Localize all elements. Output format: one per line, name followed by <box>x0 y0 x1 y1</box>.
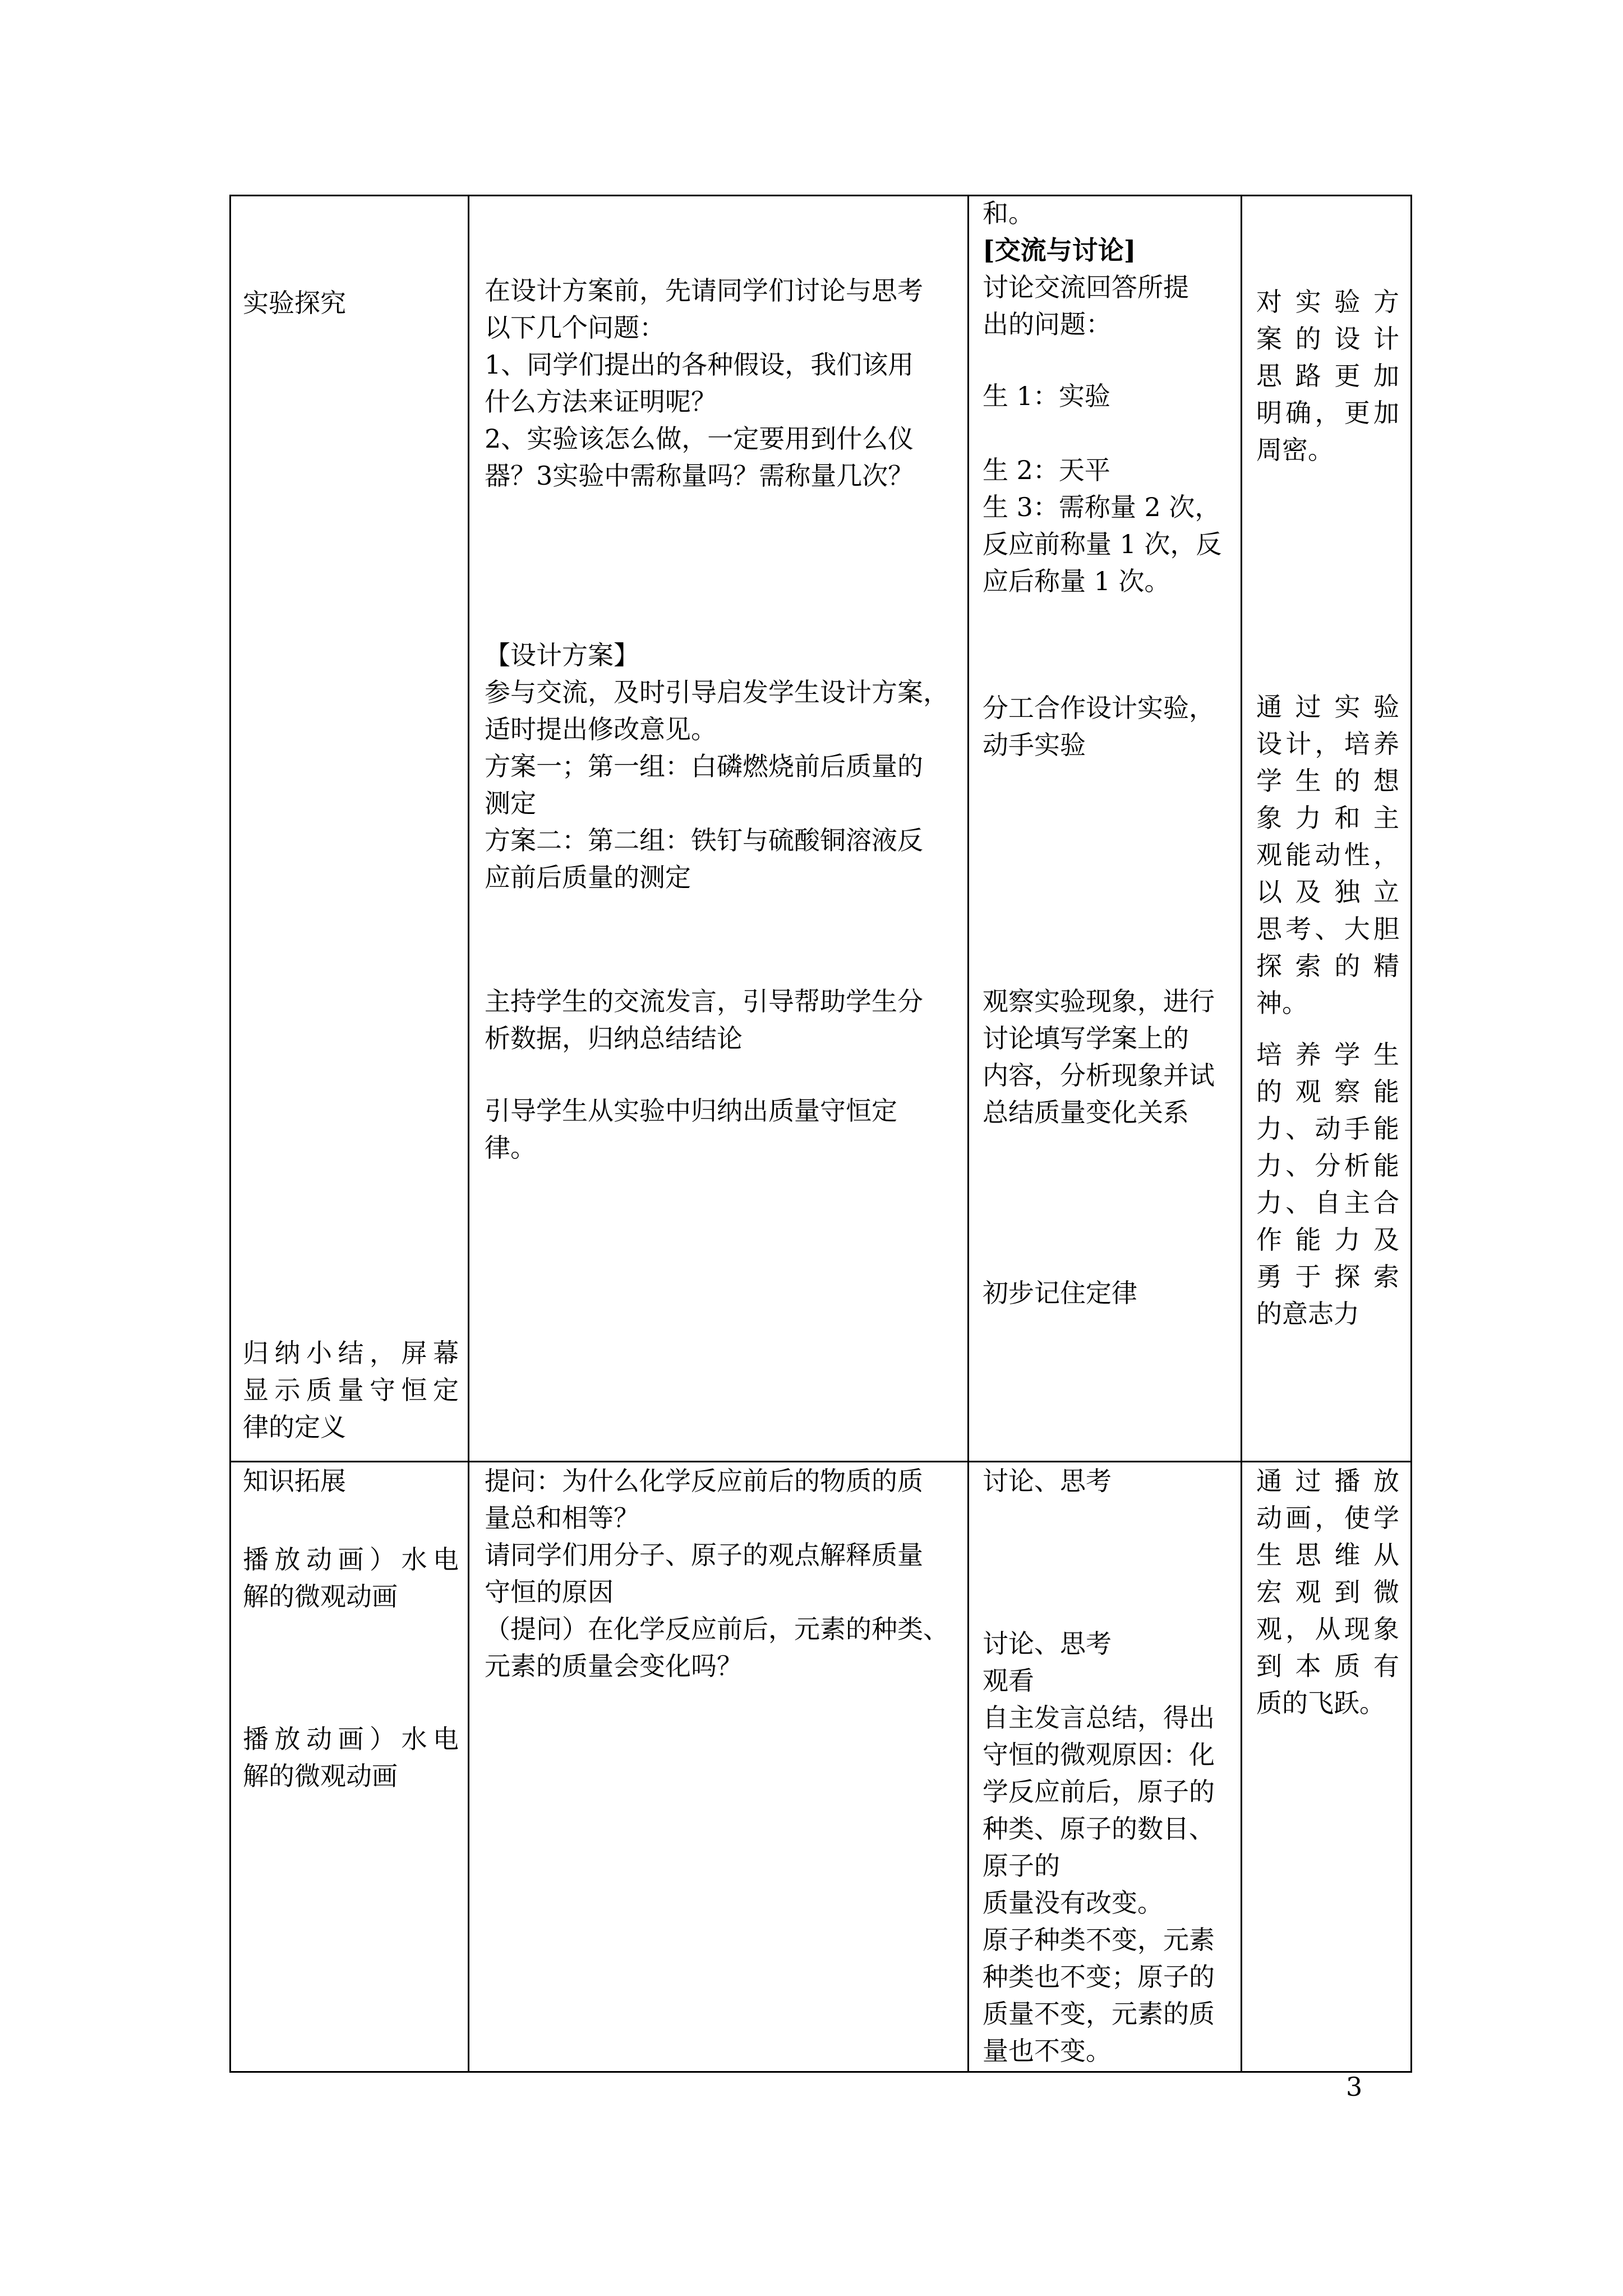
student-text-line: 观看 <box>983 1665 1034 1696</box>
design-intent-line: 力、动手能 <box>1256 1114 1399 1144</box>
design-intent-line: 学生的想 <box>1256 766 1399 796</box>
student-answer: 生 3：需称量 2 次， <box>983 492 1221 522</box>
summary-line: 律的定义 <box>243 1412 346 1442</box>
teacher-text-line: 什么方法来证明呢？ <box>485 386 717 417</box>
student-text-line: 学反应前后，原子的 <box>983 1777 1215 1807</box>
row2-col2 <box>485 1462 953 2071</box>
student-text-line: 原子种类不变，元素 <box>983 1925 1215 1955</box>
student-text-line: 守恒的微观原因：化 <box>983 1740 1215 1770</box>
student-text-line: 自主发言总结，得出 <box>983 1703 1215 1733</box>
table-border-left <box>229 195 231 2073</box>
teacher-text-line: 器？3实验中需称量吗？需称量几次？ <box>485 461 914 491</box>
design-intent-line: 宏观到微 <box>1256 1577 1399 1607</box>
design-intent-line: 通过实验 <box>1256 692 1399 722</box>
row1-col3 <box>983 195 1232 1461</box>
teacher-text-line: 测定 <box>485 788 536 818</box>
student-text-line: 动手实验 <box>983 730 1086 760</box>
design-intent-line: 力、自主合 <box>1256 1188 1399 1218</box>
student-text-line: 出的问题： <box>983 309 1112 339</box>
teacher-text-line: 律。 <box>485 1133 536 1163</box>
design-intent-line: 观能动性， <box>1256 840 1399 870</box>
teacher-text-line: 请同学们用分子、原子的观点解释质量 <box>485 1540 923 1570</box>
student-answer: 反应前称量 1 次，反 <box>983 529 1222 559</box>
design-intent-line: 思路更加 <box>1256 361 1399 391</box>
design-intent-line: 勇于探索 <box>1256 1262 1399 1292</box>
design-intent-line: 神。 <box>1256 988 1308 1018</box>
stage-title: 实验探究 <box>243 288 346 318</box>
row1-col4 <box>1256 195 1399 1461</box>
row2-col3 <box>983 1462 1232 2071</box>
design-intent-line: 作能力及 <box>1256 1225 1399 1255</box>
table-divider-2 <box>967 195 969 2073</box>
teacher-text-line: 量总和相等？ <box>485 1503 639 1533</box>
design-intent-line: 质的飞跃。 <box>1256 1688 1385 1718</box>
design-plan-heading: 【设计方案】 <box>485 640 639 670</box>
teacher-text-line: 适时提出修改意见。 <box>485 714 717 744</box>
student-text-line: 讨论填写学案上的 <box>983 1023 1189 1053</box>
design-intent-line: 设计，培养 <box>1256 729 1399 759</box>
student-text-line: 初步记住定律 <box>983 1278 1137 1308</box>
design-intent-line: 对实验方 <box>1256 287 1399 317</box>
design-intent-line: 到本质有 <box>1256 1651 1399 1681</box>
student-text-line: 质量不变，元素的质 <box>983 1999 1215 2029</box>
table-border-right <box>1410 195 1412 2073</box>
animation-note-line: 解的微观动画 <box>243 1761 398 1791</box>
teacher-text-line: 析数据，归纳总结结论 <box>485 1023 743 1053</box>
teacher-text-line: 应前后质量的测定 <box>485 862 691 892</box>
teacher-text-line: 参与交流，及时引导启发学生设计方案， <box>485 677 949 707</box>
summary-line: 归纳小结，屏幕 <box>243 1338 459 1368</box>
student-text-line: 讨论、思考 <box>983 1628 1112 1659</box>
teacher-text-line: 以下几个问题： <box>485 312 665 343</box>
row2-col4 <box>1256 1462 1399 2071</box>
student-text-line: 讨论、思考 <box>983 1466 1112 1496</box>
design-intent-line: 通过播放 <box>1256 1466 1399 1496</box>
student-text-line: 量也不变。 <box>983 2036 1112 2066</box>
student-answer: 生 1：实验 <box>983 381 1110 411</box>
animation-note-line: 播放动画）水电 <box>243 1724 459 1754</box>
table-divider-1 <box>468 195 469 2073</box>
design-intent-line: 周密。 <box>1256 435 1334 465</box>
teacher-text-line: 方案一；第一组：白磷燃烧前后质量的 <box>485 751 923 781</box>
row1-col2 <box>485 195 953 1461</box>
design-intent-line: 探索的精 <box>1256 951 1399 981</box>
design-intent-line: 的观察能 <box>1256 1076 1399 1107</box>
design-intent-line: 生思维从 <box>1256 1540 1399 1570</box>
row1-col1 <box>243 195 459 1461</box>
design-intent-line: 象力和主 <box>1256 803 1399 833</box>
table-border-bottom <box>229 2071 1412 2073</box>
student-text-line: 分工合作设计实验， <box>983 693 1215 723</box>
student-text-line: 质量没有改变。 <box>983 1888 1163 1918</box>
design-intent-line: 动画，使学 <box>1256 1503 1399 1533</box>
design-intent-line: 力、分析能 <box>1256 1151 1399 1181</box>
teacher-text-line: 元素的质量会变化吗？ <box>485 1651 743 1681</box>
student-text-line: 种类也不变；原子的 <box>983 1962 1215 1992</box>
teacher-text-line: 主持学生的交流发言，引导帮助学生分 <box>485 986 923 1016</box>
student-text-line: 原子的 <box>983 1851 1060 1881</box>
teacher-text-line: 提问：为什么化学反应前后的物质的质 <box>485 1466 923 1496</box>
student-text-line: 和。 <box>983 198 1034 228</box>
student-text-line: 种类、原子的数目、 <box>983 1814 1215 1844</box>
student-answer: 生 2：天平 <box>983 455 1110 485</box>
animation-note-line: 解的微观动画 <box>243 1581 398 1612</box>
design-intent-line: 以及独立 <box>1256 877 1399 907</box>
teacher-text-line: 守恒的原因 <box>485 1577 614 1607</box>
design-intent-line: 明确，更加 <box>1256 398 1399 428</box>
teacher-text-line: 在设计方案前，先请同学们讨论与思考 <box>485 275 923 306</box>
design-intent-line: 思考、大胆 <box>1256 914 1399 944</box>
table-divider-3 <box>1241 195 1242 2073</box>
student-text-line: 观察实验现象，进行 <box>983 986 1215 1016</box>
design-intent-line: 培养学生 <box>1256 1039 1399 1070</box>
animation-note-line: 播放动画）水电 <box>243 1544 459 1575</box>
discussion-heading: [交流与讨论] <box>983 235 1136 265</box>
teacher-text-line: 2、实验该怎么做，一定要用到什么仪 <box>485 424 914 454</box>
row2-col1 <box>243 1462 459 2071</box>
student-text-line: 内容，分析现象并试 <box>983 1060 1215 1091</box>
teacher-text-line: （提问）在化学反应前后，元素的种类、 <box>485 1614 949 1644</box>
stage-title: 知识拓展 <box>243 1466 346 1496</box>
design-intent-line: 观，从现象 <box>1256 1614 1399 1644</box>
design-intent-line: 案的设计 <box>1256 324 1399 354</box>
design-intent-line: 的意志力 <box>1256 1299 1359 1329</box>
student-answer: 应后称量 1 次。 <box>983 566 1170 596</box>
teacher-text-line: 方案二：第二组：铁钉与硫酸铜溶液反 <box>485 825 923 855</box>
student-text-line: 讨论交流回答所提 <box>983 272 1189 302</box>
teacher-text-line: 引导学生从实验中归纳出质量守恒定 <box>485 1096 897 1126</box>
student-text-line: 总结质量变化关系 <box>983 1097 1189 1128</box>
page-number: 3 <box>1346 2072 1363 2102</box>
summary-line: 显示质量守恒定 <box>243 1375 459 1405</box>
teacher-text-line: 1、同学们提出的各种假设，我们该用 <box>485 349 914 380</box>
